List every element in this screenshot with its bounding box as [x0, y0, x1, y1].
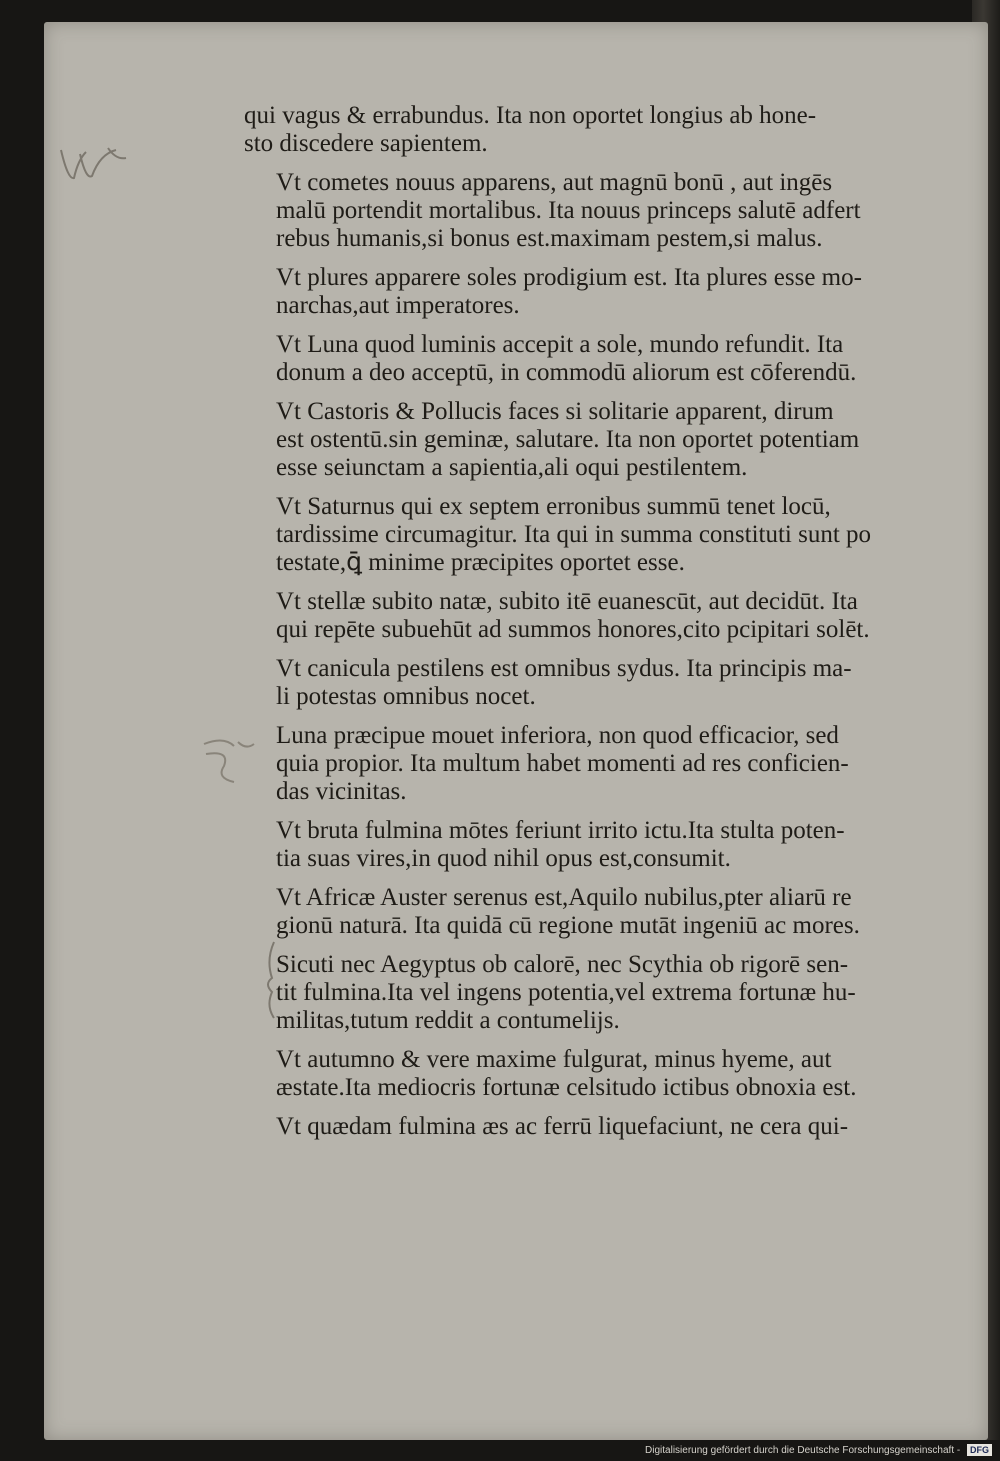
- text-line: Vt plures apparere soles prodigium est. Ita plures esse mo-: [276, 264, 862, 291]
- text-line: Vt stellæ subito natæ, subito itē euanescūt, aut decidūt. Ita: [276, 588, 858, 615]
- text-line: militas,tutum reddit a contumelijs.: [276, 1007, 620, 1034]
- text-line: Vt cometes nouus apparens, aut magnū bonū , aut ingēs: [276, 169, 833, 196]
- text-line: gionū naturā. Ita quidā cū regione mutāt ingeniū ac mores.: [276, 912, 860, 939]
- paragraph: [244, 722, 924, 806]
- dfg-logo: DFG: [967, 1444, 992, 1456]
- text-line: narchas,aut imperatores.: [276, 292, 520, 319]
- text-line: esse seiunctam a sapientia,ali oqui pestilentem.: [276, 454, 748, 481]
- paragraph: [244, 1113, 924, 1141]
- text-line: Luna præcipue mouet inferiora, non quod efficacior, sed: [276, 722, 839, 749]
- footer-credit: Digitalisierung gefördert durch die Deutsche Forschungsgemeinschaft -: [645, 1445, 961, 1456]
- paragraph: [244, 264, 924, 320]
- text-line: est ostentū.sin geminæ, salutare. Ita non oportet potentiam: [276, 426, 860, 453]
- text-line: qui vagus & errabundus. Ita non oportet longius ab hone-: [244, 102, 817, 129]
- text-line: Vt Saturnus qui ex septem erronibus summū tenet locū,: [276, 493, 831, 520]
- paragraph: [244, 951, 924, 1035]
- paragraph: [244, 817, 924, 873]
- text-line: tit fulmina.Ita vel ingens potentia,vel extrema fortunæ hu-: [276, 979, 856, 1006]
- text-line: donum a deo acceptū, in commodū aliorum est cōferendū.: [276, 359, 857, 386]
- text-block: [244, 102, 924, 1152]
- paragraph: [244, 655, 924, 711]
- text-line: rebus humanis,si bonus est.maximam pestem,si malus.: [276, 225, 823, 252]
- paragraph: [244, 1046, 924, 1102]
- marginal-note-mark: [56, 140, 136, 190]
- paragraph: [244, 398, 924, 482]
- paragraph: [244, 493, 924, 577]
- text-line: æstate.Ita mediocris fortunæ celsitudo ictibus obnoxia est.: [276, 1074, 857, 1101]
- paragraph: [244, 102, 924, 158]
- text-line: sto discedere sapientem.: [244, 130, 488, 157]
- text-line: tia suas vires,in quod nihil opus est,consumit.: [276, 845, 731, 872]
- text-line: Vt Africæ Auster serenus est,Aquilo nubilus,pter aliarū re: [276, 884, 852, 911]
- text-line: qui repēte subuehūt ad summos honores,cito pcipitari solēt.: [276, 616, 870, 643]
- paragraph: [244, 588, 924, 644]
- text-line: Sicuti nec Aegyptus ob calorē, nec Scythia ob rigorē sen-: [276, 951, 849, 978]
- text-line: Vt bruta fulmina mōtes feriunt irrito ictu.Ita stulta poten-: [276, 817, 845, 844]
- text-line: Vt autumno & vere maxime fulgurat, minus hyeme, aut: [276, 1046, 832, 1073]
- text-line: Vt Castoris & Pollucis faces si solitarie apparent, dirum: [276, 398, 834, 425]
- paragraph: [244, 169, 924, 253]
- text-line: malū portendit mortalibus. Ita nouus princeps salutē adfert: [276, 197, 861, 224]
- text-line: das vicinitas.: [276, 778, 407, 805]
- paragraph: [244, 884, 924, 940]
- text-line: testate,ꝗ̄ minime præcipites oportet esse.: [276, 549, 685, 576]
- text-line: Vt canicula pestilens est omnibus sydus. Ita principis ma-: [276, 655, 852, 682]
- text-line: quia propior. Ita multum habet momenti ad res conficien-: [276, 750, 849, 777]
- footer: [645, 1443, 992, 1459]
- text-line: tardissime circumagitur. Ita qui in summa constituti sunt po: [276, 521, 872, 548]
- paragraph: [244, 331, 924, 387]
- text-line: li potestas omnibus nocet.: [276, 683, 536, 710]
- text-line: Vt Luna quod luminis accepit a sole, mundo refundit. Ita: [276, 331, 844, 358]
- text-line: Vt quædam fulmina æs ac ferrū liquefaciunt, ne cera qui-: [276, 1113, 849, 1140]
